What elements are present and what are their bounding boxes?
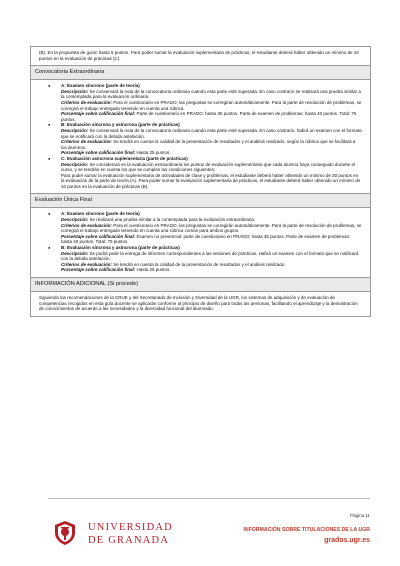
- label: Porcentaje sobre calificación final:: [61, 233, 136, 239]
- item-description: [61, 89, 362, 100]
- info-titulaciones: INFORMACIÓN SOBRE TITULACIONES DE LA UGR: [243, 527, 370, 533]
- list-item: [39, 122, 362, 156]
- unica-header: Evaluación Única Final: [30, 194, 371, 208]
- university-name-line1: UNIVERSIDAD: [88, 522, 173, 533]
- extraordinaria-header: Convocatoria Extraordinaria: [30, 66, 371, 80]
- footer-divider: [48, 498, 370, 499]
- label: Criterios de evaluación:: [61, 261, 113, 267]
- intro-text: (B). En la propuesta de guion hasta 5 puntos. Para poder sumar la evaluación suplementaria de prácticas, el estudiante deberá haber obtenido un mínimo de 10 puntos en la evaluación de prácticas (C).: [39, 50, 359, 61]
- grados-link[interactable]: grados.ugr.es: [324, 537, 370, 544]
- page-number: Página 11: [350, 513, 370, 518]
- list-item: [39, 211, 362, 245]
- list-item: [39, 156, 362, 190]
- item-description: [61, 128, 362, 139]
- item-percentage: [61, 111, 362, 122]
- university-name-line2: DE GRANADA: [88, 535, 170, 546]
- item-criteria: [61, 100, 362, 111]
- item-percentage: [61, 267, 362, 273]
- label: Porcentaje sobre calificación final:: [61, 267, 136, 273]
- label: Descripción:: [61, 88, 89, 94]
- adicional-body: [30, 292, 371, 317]
- text: Hasta 25 puntos.: [135, 150, 171, 156]
- item-title: ● B: Evaluación síncrona y asíncrona (parte de prácticas): [61, 122, 180, 128]
- label: Criterios de evaluación:: [61, 222, 113, 228]
- label: Criterios de evaluación:: [61, 99, 113, 105]
- text: Se tendrá en cuenta la calidad de la presentación de resultados y el análisis realizado, según la rúbrica que se facilitará a los alumnos.: [61, 139, 356, 150]
- text: Se podrá pedir la entrega de informes correspondientes a las sesiones de prácticas. Habrá un examen con el formato que se notificará con la debida antelación.: [61, 250, 359, 262]
- item-description: [61, 162, 362, 173]
- item-criteria: [61, 139, 362, 150]
- item-percentage: [61, 234, 362, 245]
- label: Porcentaje sobre calificación final:: [61, 111, 136, 117]
- label: Descripción:: [61, 127, 89, 133]
- item-title: ● A: Examen síncrono (parte de teoría): [61, 83, 140, 89]
- item-criteria: [61, 223, 362, 234]
- label: Porcentaje sobre calificación final:: [61, 150, 136, 156]
- text: Para el cuestionario en PRADO, las preguntas se corregirán automáticamente. Para la parte de resolución de problemas, se corregirá el trabajo entregado teniendo en cuenta una rúbrica común para ambos grupos.: [61, 222, 362, 234]
- text: Se conservará la nota de la convocatoria ordinaria cuando esta parte esté superada. En caso contrario se realizará una prueba similar a la contemplada para la evaluación ordinaria.: [61, 88, 361, 100]
- evaluation-table: [30, 46, 371, 317]
- university-seal-icon: [52, 520, 78, 546]
- adicional-header: INFORMACIÓN ADICIONAL (Si procede): [30, 278, 371, 292]
- label: Descripción:: [61, 217, 89, 223]
- text: Se realizará una prueba similar a la contemplada para la evaluación extraordinaria.: [88, 217, 256, 223]
- label: Descripción:: [61, 250, 89, 256]
- text: Se considerará en la evaluación extraordinaria los puntos de evaluación suplementaria que cada alumno haya conseguido durante el curso, y se tendrán en cuenta los que se cumplan las condiciones siguientes:: [61, 161, 355, 173]
- item-description: [61, 251, 362, 262]
- item-title: ● B: Evaluación síncrona y asíncrona (parte de prácticas): [61, 245, 180, 251]
- text: Hasta 25 puntos.: [135, 267, 171, 273]
- label: Descripción:: [61, 161, 89, 167]
- text: Se conservará la nota de la convocatoria ordinaria cuando esta parte esté superada. En caso contrario, habrá un examen con el formato que se notificará con la debida antelación.: [61, 127, 362, 139]
- item-extra-text: Para poder sumar la evaluación suplementaria de actividades de clase y problemas, el estudiante deberá haber obtenido un mínimo de 30 puntos en la evaluación de la parte de teoría (A). Para poder sumar la evaluación suplementaria de prácticas, el estudiante deberá haber obtenido un mínimo de 10 puntos en la evaluación de prácticas (B).: [61, 172, 361, 189]
- extraordinaria-body: [30, 80, 371, 194]
- text: Parte de cuestionario en PRADO: hasta 35 puntos. Parte de examen de problemas: hasta 40 puntos. Total: 75 puntos.: [61, 111, 357, 122]
- adicional-text: Siguiendo las recomendaciones de la CRUE y del Secretariado de Inclusión y Diversidad de la UGR, los sistemas de adquisición y de evaluación de competencias recogidos en esta guía docente se aplicarán conforme al principio de diseño para todas las personas, facilitando el aprendizaje y la demostración de conocimientos de acuerdo a las necesidades y la diversidad funcional del alumnado.: [39, 295, 358, 312]
- text: Examen no presencial: parte de cuestionario en PRADO: hasta 35 puntos. Parte de examen de problemas: hasta 40 puntos. Total: 75 puntos.: [61, 233, 351, 245]
- item-title: ● C: Evaluación asíncrona suplementaria (parte de prácticas): [61, 155, 188, 161]
- unica-body: [30, 208, 371, 278]
- list-item: [39, 245, 362, 273]
- intro-row: [30, 46, 371, 66]
- text: Se tendrá en cuenta la calidad de la presentación de resultados y el análisis realizado.: [112, 261, 286, 267]
- item-title: ● A: Examen síncrono (parte de teoría): [61, 211, 140, 217]
- text: Para el cuestionario en PRADO, las preguntas se corregirán automáticamente. Para la parte de resolución de problemas, se corregirá el trabajo entregado teniendo en cuenta una rúbrica.: [61, 99, 362, 111]
- label: Criterios de evaluación:: [61, 139, 113, 145]
- list-item: [39, 83, 362, 122]
